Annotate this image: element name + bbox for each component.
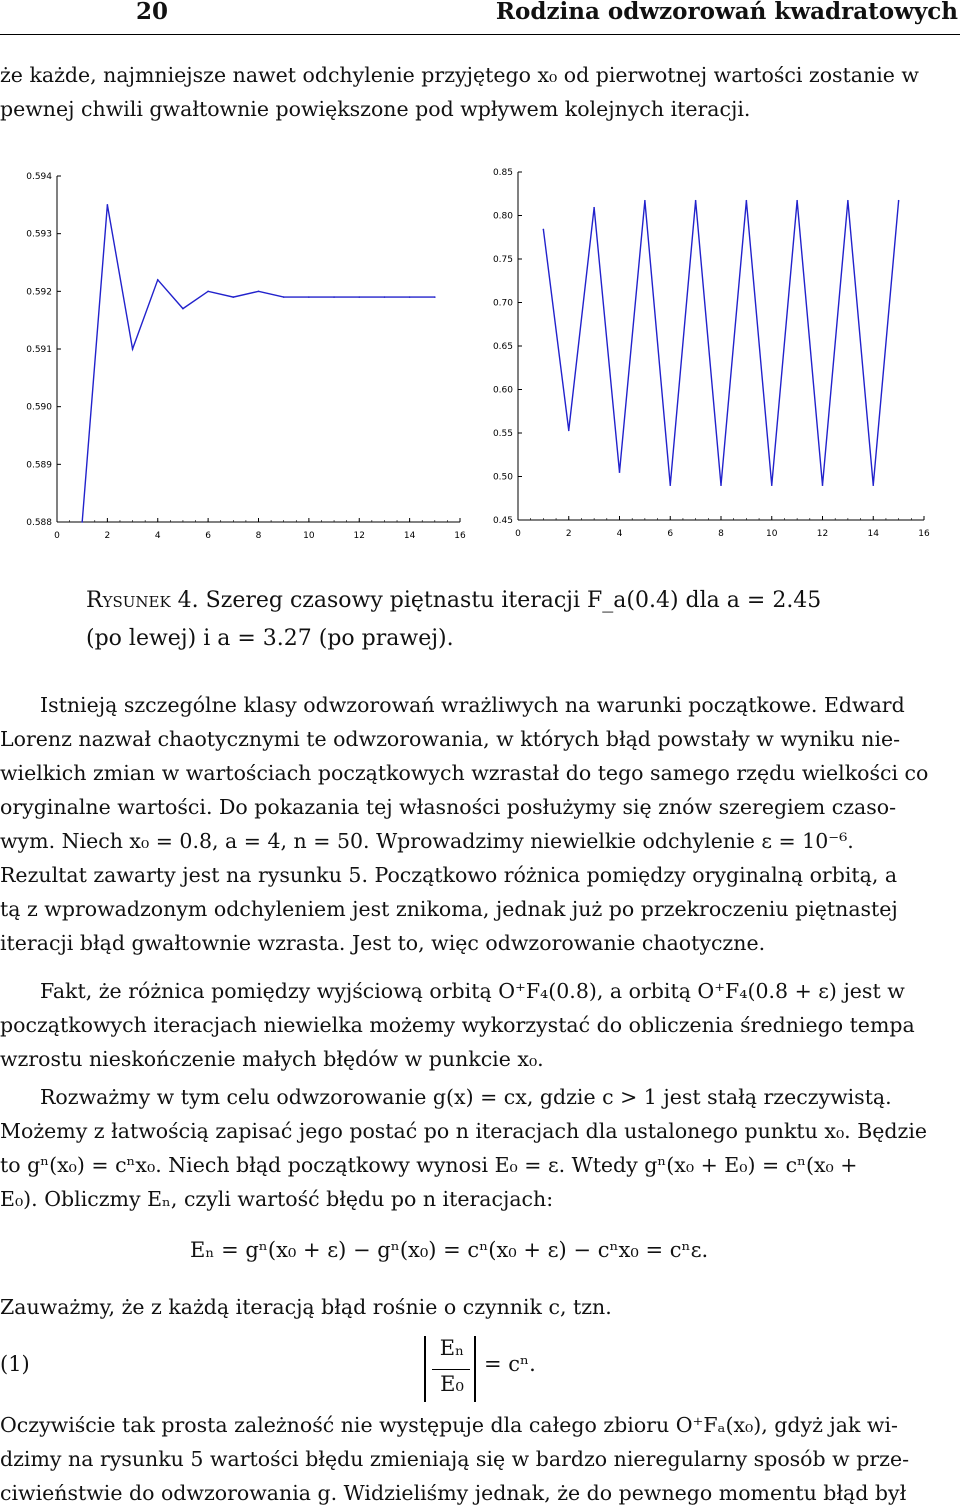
x-tick-label: 6 [667,529,674,539]
data-point [308,296,310,298]
data-point [898,200,900,202]
text-line: ciwieństwie do odwzorowania g. Widzieliśmy jednak, że do pewnego momentu błąd był [0,1481,907,1505]
chart-left-svg [0,160,470,550]
data-point [669,484,671,486]
x-tick-label: 12 [353,531,365,541]
x-tick-label: 10 [766,529,778,539]
x-tick-label: 16 [454,531,466,541]
text-line: Możemy z łatwością zapisać jego postać po n iteracjach dla ustalonego punktu x₀. Będzie [0,1119,928,1143]
text-line: oryginalne wartości. Do pokazania tej własności posłużymy się znów szeregiem czaso- [0,795,897,819]
caption-text-1: Szereg czasowy piętnastu iteracji F_a(0.4) dla a = 2.45 [205,588,822,613]
abs-bar-left [424,1336,426,1402]
caption-text-2: (po lewej) i a = 3.27 (po prawej). [86,626,454,651]
data-point [233,296,235,298]
x-tick-label: 16 [918,529,930,539]
x-tick-label: 6 [205,531,211,541]
fraction-denominator: E₀ [440,1372,464,1396]
fraction-bar [432,1369,470,1370]
data-point [872,484,874,486]
chart-left [0,160,470,554]
data-point [644,200,646,202]
intro-paragraph [0,58,958,126]
chart-right-svg [470,160,940,550]
data-point [132,348,134,350]
x-tick-label: 4 [616,529,623,539]
y-tick-label: 0.50 [492,472,513,483]
x-tick-label: 8 [718,529,724,539]
page-header [0,0,960,35]
data-point [720,484,722,486]
data-point [207,291,209,293]
text-line: tą z wprowadzonym odchyleniem jest znikoma, jednak już po przekroczeniu piętnastej [0,897,898,921]
data-point [746,200,748,202]
x-tick-label: 2 [104,531,111,541]
paragraph-3 [0,1080,958,1216]
text-line: wielkich zmian w wartościach początkowych wzrastał do tego samego rzędu wielkości co [0,761,929,785]
y-tick-label: 0.60 [492,385,513,396]
y-tick-label: 0.55 [492,429,513,439]
data-point [182,308,184,310]
x-tick-label: 2 [565,529,572,539]
running-title: Rodzina odwzorowań kwadratowych [495,0,958,25]
text-line: wzrostu nieskończenie małych błędów w punkcie x₀. [0,1047,544,1071]
text-line: że każde, najmniejsze nawet odchylenie przyjętego x₀ od pierwotnej wartości zostanie w [0,63,919,87]
paragraph-1 [0,688,958,960]
caption-label: Rysunek 4. [86,588,199,613]
data-point [358,296,360,298]
text-line: Lorenz nazwał chaotycznymi te odwzorowania, w których błąd powstały w wyniku nie- [0,727,901,751]
x-tick-label: 14 [403,531,416,541]
text-line: Zauważmy, że z każdą iteracją błąd rośnie o czynnik c, tzn. [0,1295,612,1319]
x-tick-label: 8 [255,531,262,541]
data-point [543,229,545,231]
paragraph-5 [0,1408,958,1510]
data-point [384,296,386,298]
figure-caption [86,582,821,658]
y-tick-label: 0.80 [492,211,513,222]
equation-1 [0,1336,960,1410]
series-line [82,205,435,522]
y-tick-label: 0.589 [26,460,52,471]
data-point [796,200,798,202]
y-tick-label: 0.70 [492,298,513,309]
y-tick-label: 0.65 [492,342,513,352]
text-line: iteracji błąd gwałtownie wzrasta. Jest to, więc odwzorowanie chaotyczne. [0,931,766,955]
abs-bar-right [474,1336,476,1402]
text-line: Rezultat zawarty jest na rysunku 5. Początkowo różnica pomiędzy oryginalną orbitą, a [0,863,898,887]
data-point [619,471,621,473]
x-tick-label: 4 [154,531,161,541]
data-point [695,200,697,202]
data-point [568,430,570,432]
y-tick-label: 0.75 [492,255,513,265]
paragraph-4 [0,1290,958,1324]
y-tick-label: 0.590 [26,402,52,413]
data-point [333,296,335,298]
x-tick-label: 14 [867,529,879,539]
data-point [593,207,595,209]
data-point [434,296,436,298]
text-line: początkowych iteracjach niewielka możemy wykorzystać do obliczenia średniego tempa [0,1013,915,1037]
x-tick-label: 12 [816,529,829,539]
caption-line-1 [86,582,821,620]
data-point [283,296,285,298]
x-tick-label: 10 [303,531,315,541]
data-point [771,484,773,486]
text-line: Fakt, że różnica pomiędzy wyjściową orbitą O⁺F₄(0.8), a orbitą O⁺F₄(0.8 + ε) jest w [40,979,905,1003]
text-line: Rozważmy w tym celu odwzorowanie g(x) = cx, gdzie c > 1 jest stałą rzeczywistą. [40,1085,892,1109]
data-point [81,521,83,523]
text-line: wym. Niech x₀ = 0.8, a = 4, n = 50. Wprowadzimy niewielkie odchylenie ε = 10⁻⁶. [0,829,854,853]
y-tick-label: 0.594 [26,172,52,182]
x-tick-label: 0 [515,529,521,539]
data-point [157,279,159,281]
text-line: Istnieją szczególne klasy odwzorowań wrażliwych na warunki początkowe. Edward [40,693,905,717]
page-number: 20 [136,0,169,25]
text-line: to gⁿ(x₀) = cⁿx₀. Niech błąd początkowy wynosi E₀ = ε. Wtedy gⁿ(x₀ + E₀) = cⁿ(x₀ + [0,1153,858,1177]
series-line [543,201,898,485]
equation-number: (1) [0,1352,30,1376]
y-tick-label: 0.591 [26,345,52,355]
text-line: Oczywiście tak prosta zależność nie występuje dla całego zbioru O⁺Fₐ(x₀), gdyż jak wi- [0,1413,898,1437]
y-tick-label: 0.592 [26,287,52,298]
y-tick-label: 0.85 [492,168,513,178]
paragraph-2 [0,974,958,1076]
y-tick-label: 0.593 [26,229,52,240]
y-tick-label: 0.45 [492,516,513,526]
y-tick-label: 0.588 [26,518,52,528]
text-line: pewnej chwili gwałtownie powiększone pod wpływem kolejnych iteracji. [0,97,751,121]
fraction-numerator: Eₙ [439,1336,465,1360]
data-point [107,204,109,206]
data-point [409,296,411,298]
data-point [258,291,260,293]
data-point [847,200,849,202]
data-point [822,484,824,486]
text-line: E₀). Obliczmy Eₙ, czyli wartość błędu po n iteracjach: [0,1187,554,1211]
text-line: dzimy na rysunku 5 wartości błędu zmieniają się w bardzo nieregularny sposób w prze- [0,1447,910,1471]
x-tick-label: 0 [54,531,60,541]
equation-rhs: = cⁿ. [484,1352,536,1376]
chart-right [470,160,940,554]
display-equation: Eₙ = gⁿ(x₀ + ε) − gⁿ(x₀) = cⁿ(x₀ + ε) − cⁿx₀ = cⁿε. [190,1238,709,1262]
